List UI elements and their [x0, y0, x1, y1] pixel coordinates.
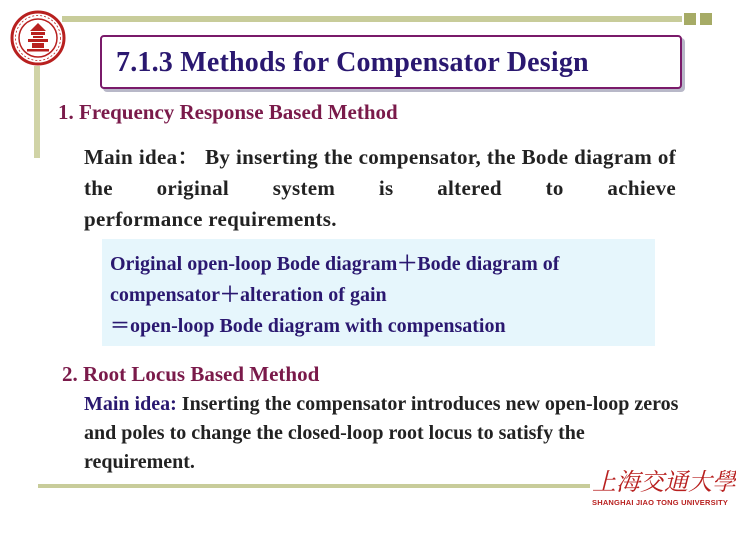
section1-paragraph — [84, 142, 676, 235]
university-name-en: SHANGHAI JIAO TONG UNIVERSITY — [592, 498, 729, 507]
section2-text: Inserting the compensator introduces new open-loop zeros and poles to change the closed-loop root locus to satisfy the requirement. — [84, 393, 679, 473]
university-name-cn: 上海交通大學 — [592, 468, 736, 496]
highlight-line-3: ＝open-loop Bode diagram with compensation — [110, 315, 506, 337]
university-seal-icon — [10, 10, 66, 66]
section1-heading: 1. Frequency Response Based Method — [58, 100, 398, 124]
title-box — [100, 35, 682, 89]
highlight-line-2: compensator＋alteration of gain — [110, 284, 387, 306]
bottom-accent-bar — [38, 484, 590, 488]
slide-title: 7.1.3 Methods for Compensator Design — [116, 47, 589, 78]
highlight-line-1: Original open-loop Bode diagram＋Bode diagram of — [110, 253, 560, 275]
section1-text-last: performance requirements. — [84, 207, 337, 231]
section2-paragraph — [84, 390, 684, 477]
top-accent-bar — [62, 16, 682, 22]
section2-heading: 2. Root Locus Based Method — [62, 362, 320, 386]
university-wordmark — [592, 468, 736, 512]
highlight-box — [102, 239, 655, 346]
left-accent-bar — [34, 66, 40, 158]
top-accent-square — [700, 13, 712, 25]
section1-text-main: Main idea： By inserting the compensator, the Bode diagram of the original system is altered to achieve — [84, 145, 676, 200]
section2-label: Main idea: — [84, 393, 177, 415]
top-accent-square — [684, 13, 696, 25]
